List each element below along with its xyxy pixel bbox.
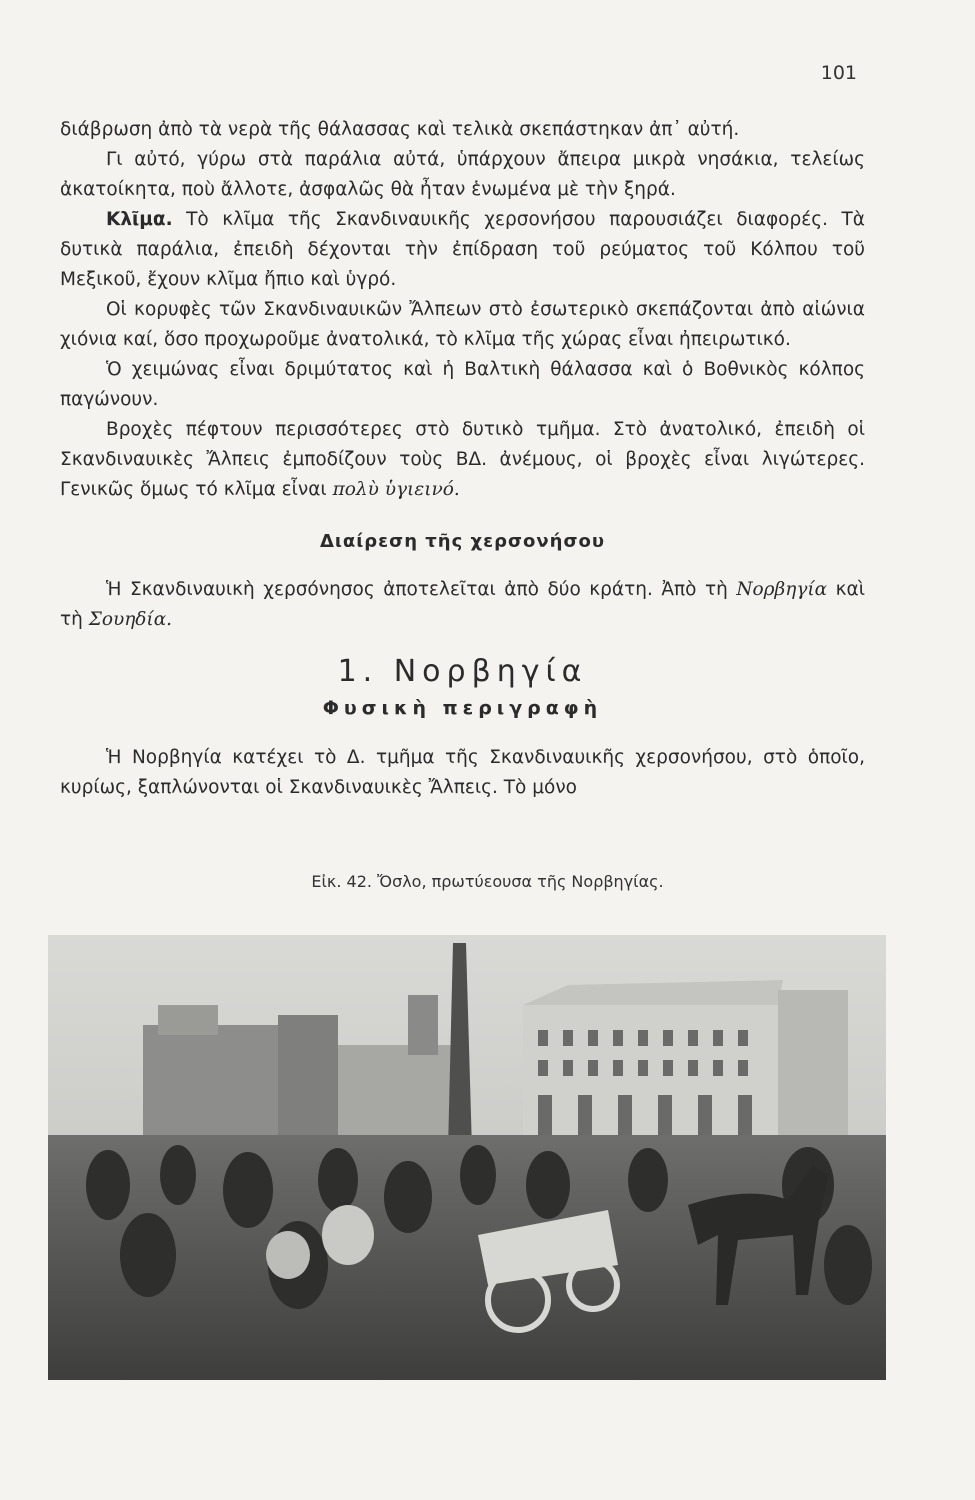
paragraph-climate [60, 205, 865, 295]
paragraph-text: Γι αὐτό, γύρω στὰ παράλια αὐτά, ὑπάρχουν ἄπειρα μικρὰ νησάκια, τελείως ἀκατοίκητα, ποὺ ἄλλοτε, ἀσφαλῶς θὰ ἦταν ἑνωμένα μὲ τὴν ξηρά. [60, 149, 865, 200]
paragraph [60, 743, 865, 803]
paragraph [60, 355, 865, 415]
paragraph-text: Ὁ χειμώνας εἶναι δριμύτατος καὶ ἡ Βαλτικὴ θάλασσα καὶ ὁ Βοθνικὸς κόλπος παγώνουν. [60, 359, 865, 410]
paragraph-text: διάβρωση ἀπὸ τὰ νερὰ τῆς θάλασσας καὶ τελικὰ σκεπάστηκαν ἀπ᾽ αὐτή. [60, 119, 740, 140]
paragraph-text: Τὸ κλῖμα τῆς Σκανδιναυικῆς χερσονήσου παρουσιάζει διαφορές. Τὰ δυτικὰ παράλια, ἐπειδὴ δέχονται τὴν ἐπίδραση τοῦ ρεύματος τοῦ Κόλπου τοῦ Μεξικοῦ, ἔχουν κλῖμα ἤπιο καὶ ὑγρό. [60, 209, 865, 290]
page-number: 101 [820, 62, 857, 84]
paragraph [60, 295, 865, 355]
photo-illustration [48, 935, 886, 1380]
paragraph-text: Βροχὲς πέφτουν περισσότερες στὸ δυτικὸ τμῆμα. Στὸ ἀνατολικό, ἐπειδὴ οἱ Σκανδιναυικὲς Ἄλπεις ἐμποδίζουν τοὺς ΒΔ. ἀνέμους, οἱ βροχὲς εἶναι λιγώτερες. Γενικῶς ὅμως τό κλῖμα εἶναι [60, 419, 865, 500]
italic-phrase: πολὺ ὑγιεινό. [332, 479, 460, 500]
paragraph [60, 415, 865, 505]
subsection-heading: Φυσικὴ περιγραφὴ [322, 697, 603, 719]
figure-caption: Εἰκ. 42. Ὄσλο, πρωτύεουσα τῆς Νορβηγίας. [311, 872, 664, 891]
oslo-photo [48, 935, 886, 1380]
section-heading: Διαίρεση τῆς χερσονήσου [319, 531, 606, 552]
chapter-title: 1. Νορβηγία [337, 654, 588, 689]
paragraph-text: Ἡ Νορβηγία κατέχει τὸ Δ. τμῆμα τῆς Σκανδιναυικῆς χερσονήσου, στὸ ὁποῖο, κυρίως, ξαπλώνονται οἱ Σκανδιναυικὲς Ἄλπεις. Τὸ μόνο [60, 747, 865, 798]
paragraph-text: Ἡ Σκανδιναυικὴ χερσόνησος ἀποτελεῖται ἀπὸ δύο κράτη. Ἀπὸ τὴ [106, 579, 737, 600]
paragraph [60, 575, 865, 635]
climate-keyword: Κλῖμα. [106, 209, 173, 230]
italic-norway: Νορβηγία [736, 579, 828, 600]
paragraph-text: Οἱ κορυφὲς τῶν Σκανδιναυικῶν Ἄλπεων στὸ ἐσωτερικὸ σκεπάζονται ἀπὸ αἰώνια χιόνια καί, ὅσο προχωροῦμε ἀνατολικά, τὸ κλῖμα τῆς χώρας εἶναι ἠπειρωτικό. [60, 299, 865, 350]
italic-sweden: Σουηδία. [88, 609, 173, 630]
paragraph [60, 115, 865, 145]
paragraph-text: καὶ τὴ [60, 579, 865, 630]
paragraph [60, 145, 865, 205]
body-text [60, 115, 865, 803]
